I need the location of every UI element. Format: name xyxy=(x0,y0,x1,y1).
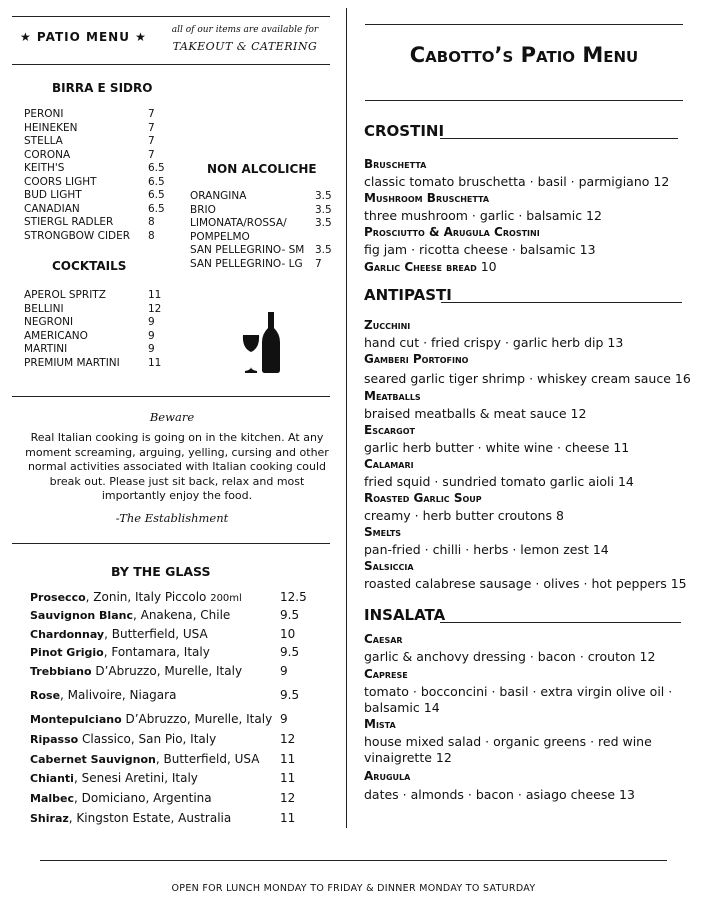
list-item: SAN PELLEGRINO- LG 7 xyxy=(190,257,322,270)
price: 9.5 xyxy=(280,688,300,702)
list-item: Sauvignon Blanc, Anakena, Chile xyxy=(30,608,231,622)
list-item: Malbec, Domiciano, Argentina xyxy=(30,791,212,805)
menu-item-desc: garlic & anchovy dressing · bacon · crouton 12 xyxy=(364,649,656,664)
rule-below-beware xyxy=(12,543,330,544)
cocktails-list xyxy=(24,289,164,370)
menu-item-name: Mushroom Bruschetta xyxy=(364,191,490,205)
menu-item-name: Zucchini xyxy=(364,318,411,332)
list-item: Ripasso Classico, San Pio, Italy xyxy=(30,732,217,746)
menu-item-name: Gamberi Portofino xyxy=(364,352,469,366)
list-item: Trebbiano D’Abruzzo, Murelle, Italy xyxy=(30,664,243,678)
beer-heading: BIRRA E SIDRO xyxy=(52,81,153,95)
menu-item-name: Garlic Cheese bread 10 xyxy=(364,259,497,274)
menu-item-desc: seared garlic tiger shrimp · whiskey cream sauce 16 xyxy=(364,371,691,386)
price: 9 xyxy=(280,664,288,678)
price: 10 xyxy=(280,627,296,641)
price: 11 xyxy=(280,752,296,766)
page-title: Cabotto’s Patio Menu xyxy=(409,43,639,67)
menu-item-desc: pan-fried · chilli · herbs · lemon zest 14 xyxy=(364,542,609,557)
list-item: LIMONATA/ROSSA/ 3.5 xyxy=(190,217,332,229)
menu-item-desc: fig jam · ricotta cheese · balsamic 13 xyxy=(364,242,596,257)
non-alc-heading: NON ALCOLICHE xyxy=(207,162,317,176)
list-item: BELLINI 12 xyxy=(24,302,162,315)
list-item: Pinot Grigio, Fontamara, Italy xyxy=(30,645,210,659)
menu-item-name: Meatballs xyxy=(364,389,421,403)
rule-under-title xyxy=(365,100,683,101)
list-item: BRIO 3.5 xyxy=(190,203,332,216)
beer-list xyxy=(24,108,164,243)
price: 9.5 xyxy=(280,645,300,659)
list-item: APEROL SPRITZ 11 xyxy=(24,289,162,301)
list-item: STELLA 7 xyxy=(24,135,155,147)
cocktails-heading: COCKTAILS xyxy=(52,259,127,273)
antipasti-underline xyxy=(441,302,682,303)
crostini-underline xyxy=(440,138,678,139)
menu-item-desc: tomato · bocconcini · basil · extra virgin olive oil · xyxy=(364,684,673,699)
menu-item-name: Caprese xyxy=(364,667,408,681)
price: 12 xyxy=(280,791,296,805)
menu-item-name: Roasted Garlic Soup xyxy=(364,491,482,505)
menu-item-desc: creamy · herb butter croutons 8 xyxy=(364,508,564,523)
menu-item-name: Mista xyxy=(364,717,396,731)
menu-item-desc: vinaigrette 12 xyxy=(364,750,452,765)
list-item: BUD LIGHT 6.5 xyxy=(24,189,165,201)
list-item: HEINEKEN 7 xyxy=(24,121,155,134)
non-alc-list xyxy=(190,190,330,271)
list-item: Chardonnay, Butterfield, USA xyxy=(30,627,208,641)
column-divider xyxy=(346,8,347,828)
menu-item-name: Prosciutto & Arugula Crostini xyxy=(364,225,540,239)
list-item: PERONI 7 xyxy=(24,108,155,120)
beware-body: Real Italian cooking is going on in the kitchen. At any moment screaming, arguing, yelling, cursing and other normal activities associated with Italian cooking could break out. Please just sit back, relax and most importantly enjoy the food. xyxy=(25,431,329,503)
list-item: SAN PELLEGRINO- SM 3.5 xyxy=(190,244,332,256)
list-item: PREMIUM MARTINI 11 xyxy=(24,356,162,369)
menu-item-desc: roasted calabrese sausage · olives · hot peppers 15 xyxy=(364,576,687,591)
list-item: STIERGL RADLER 8 xyxy=(24,216,155,228)
list-item: COORS LIGHT 6.5 xyxy=(24,175,165,188)
footer-rule xyxy=(40,860,667,861)
menu-item-name: Arugula xyxy=(364,769,411,783)
list-item: POMPELMO xyxy=(190,230,250,243)
menu-item-desc: classic tomato bruschetta · basil · parmigiano 12 xyxy=(364,174,670,189)
list-item: CORONA 7 xyxy=(24,148,155,161)
available-note: all of our items are available for xyxy=(171,25,319,35)
rule-under-tag xyxy=(12,64,330,65)
menu-item-desc: dates · almonds · bacon · asiago cheese 13 xyxy=(364,787,635,802)
insalata-heading: INSALATA xyxy=(364,606,446,624)
list-item: MARTINI 9 xyxy=(24,343,155,355)
menu-item-name: Escargot xyxy=(364,423,416,437)
menu-item-name: Smelts xyxy=(364,525,402,539)
wine-bottle-glass-icon xyxy=(240,310,290,376)
menu-item-desc: balsamic 14 xyxy=(364,700,440,715)
price: 11 xyxy=(280,771,296,785)
footer-hours: OPEN FOR LUNCH MONDAY TO FRIDAY & DINNER MONDAY TO SATURDAY xyxy=(171,883,536,894)
list-item: AMERICANO 9 xyxy=(24,329,155,342)
list-item: ORANGINA 3.5 xyxy=(190,190,332,202)
rule-above-beware xyxy=(12,396,330,397)
list-item: Cabernet Sauvignon, Butterfield, USA xyxy=(30,752,260,766)
list-item: KEITH'S 6.5 xyxy=(24,162,165,174)
menu-item-name: Caesar xyxy=(364,632,403,646)
beware-signature: -The Establishment xyxy=(115,511,229,525)
price: 12 xyxy=(280,732,296,746)
list-item: Prosecco, Zonin, Italy Piccolo 200ml xyxy=(30,590,242,604)
price: 9 xyxy=(280,712,288,726)
price: 9.5 xyxy=(280,608,300,622)
list-item: Rose, Malivoire, Niagara xyxy=(30,688,177,702)
list-item: STRONGBOW CIDER 8 xyxy=(24,229,155,242)
menu-item-desc: house mixed salad · organic greens · red wine xyxy=(364,734,652,749)
crostini-heading: CROSTINI xyxy=(364,122,445,140)
insalata-underline xyxy=(440,622,681,623)
list-item: Montepulciano D’Abruzzo, Murelle, Italy xyxy=(30,712,273,726)
top-rule-right xyxy=(365,24,683,25)
list-item: Shiraz, Kingston Estate, Australia xyxy=(30,811,232,825)
menu-item-desc: three mushroom · garlic · balsamic 12 xyxy=(364,208,602,223)
list-item: Chianti, Senesi Aretini, Italy xyxy=(30,771,198,785)
takeout-note: TAKEOUT & CATERING xyxy=(172,40,318,53)
menu-item-desc: fried squid · sundried tomato garlic aioli 14 xyxy=(364,474,634,489)
by-glass-heading: BY THE GLASS xyxy=(111,564,211,579)
menu-item-name: Salsiccia xyxy=(364,559,414,573)
menu-item-desc: hand cut · fried crispy · garlic herb dip 13 xyxy=(364,335,624,350)
antipasti-heading: ANTIPASTI xyxy=(364,286,452,304)
price: 11 xyxy=(280,811,296,825)
menu-item-name: Calamari xyxy=(364,457,414,471)
list-item: CANADIAN 6.5 xyxy=(24,202,165,215)
menu-item-desc: garlic herb butter · white wine · cheese 11 xyxy=(364,440,630,455)
list-item: NEGRONI 9 xyxy=(24,316,155,328)
top-rule-left xyxy=(12,16,330,17)
price: 12.5 xyxy=(280,590,307,604)
patio-menu-tag: ★ PATIO MENU ★ xyxy=(20,30,147,44)
menu-item-desc: braised meatballs & meat sauce 12 xyxy=(364,406,587,421)
menu-item-name: Bruschetta xyxy=(364,157,427,171)
beware-title: Beware xyxy=(149,410,195,424)
